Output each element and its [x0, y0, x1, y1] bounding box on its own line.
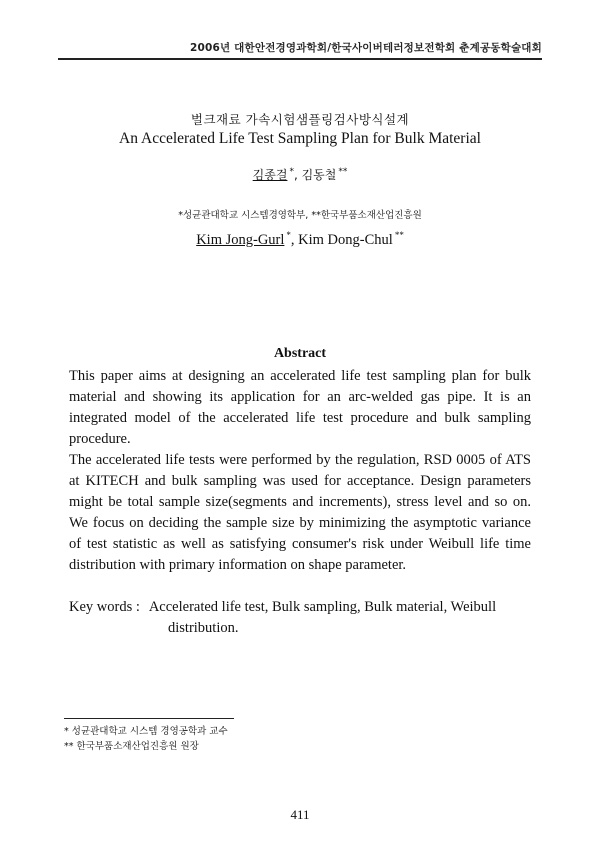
- keywords: [69, 597, 539, 639]
- footnote-rule: [64, 718, 234, 719]
- author-en-separator: , Kim Dong-Chul: [290, 231, 393, 248]
- author-ko-second-mark: **: [338, 167, 348, 177]
- author-en-second-mark: **: [394, 230, 404, 240]
- abstract-paragraph-2: The accelerated life tests were performed by the regulation, RSD 0005 of ATS at KITECH and bulk sampling was used for acceptance. Design parameters might be total sample size(segments and increments), stress level and so on. We focus on deciding the sample size by minimizing the asymptotic variance of test statistic as well as satisfying consumer's risk under Weibull life time distribution with primary information on shape parameter.: [69, 452, 531, 573]
- header-rule: [58, 58, 542, 60]
- footnote-2: ** 한국부품소재산업진흥원 원장: [64, 741, 199, 752]
- abstract-body: [69, 366, 531, 576]
- author-en-first: Kim Jong-Gurl: [196, 231, 285, 248]
- footnotes: [64, 724, 228, 754]
- author-en-first-mark: *: [286, 230, 291, 240]
- affiliations-korean: *성균관대학교 시스템경영학부, **한국부품소재산업진흥원: [178, 210, 422, 221]
- authors-english: [0, 230, 600, 249]
- keywords-line-2: distribution.: [168, 620, 239, 636]
- keywords-label: Key words :: [69, 599, 140, 615]
- conference-header: 2006년 대한안전경영과학회/한국사이버테러정보전학회 춘계공동학술대회: [189, 42, 542, 54]
- author-ko-separator: , 김동철: [293, 168, 337, 182]
- abstract-paragraph-1: This paper aims at designing an accelerated life test sampling plan for bulk material and showing its application for an arc-welded gas pipe. It is an integrated model of the accelerated life test procedure and bulk sampling procedure.: [69, 368, 531, 447]
- title-korean: 벌크재료 가속시험샘플링검사방식설계: [190, 112, 410, 127]
- title-english: An Accelerated Life Test Sampling Plan for Bulk Material: [119, 130, 481, 147]
- page-number: 411: [290, 807, 310, 822]
- authors-korean: [0, 166, 600, 183]
- footnote-1: * 성균관대학교 시스템 경영공학과 교수: [64, 726, 228, 737]
- keywords-line-1: Accelerated life test, Bulk sampling, Bulk material, Weibull: [148, 599, 497, 615]
- author-ko-first-mark: *: [289, 167, 294, 177]
- abstract-heading: Abstract: [273, 346, 327, 361]
- author-ko-first: 김종걸: [252, 168, 288, 182]
